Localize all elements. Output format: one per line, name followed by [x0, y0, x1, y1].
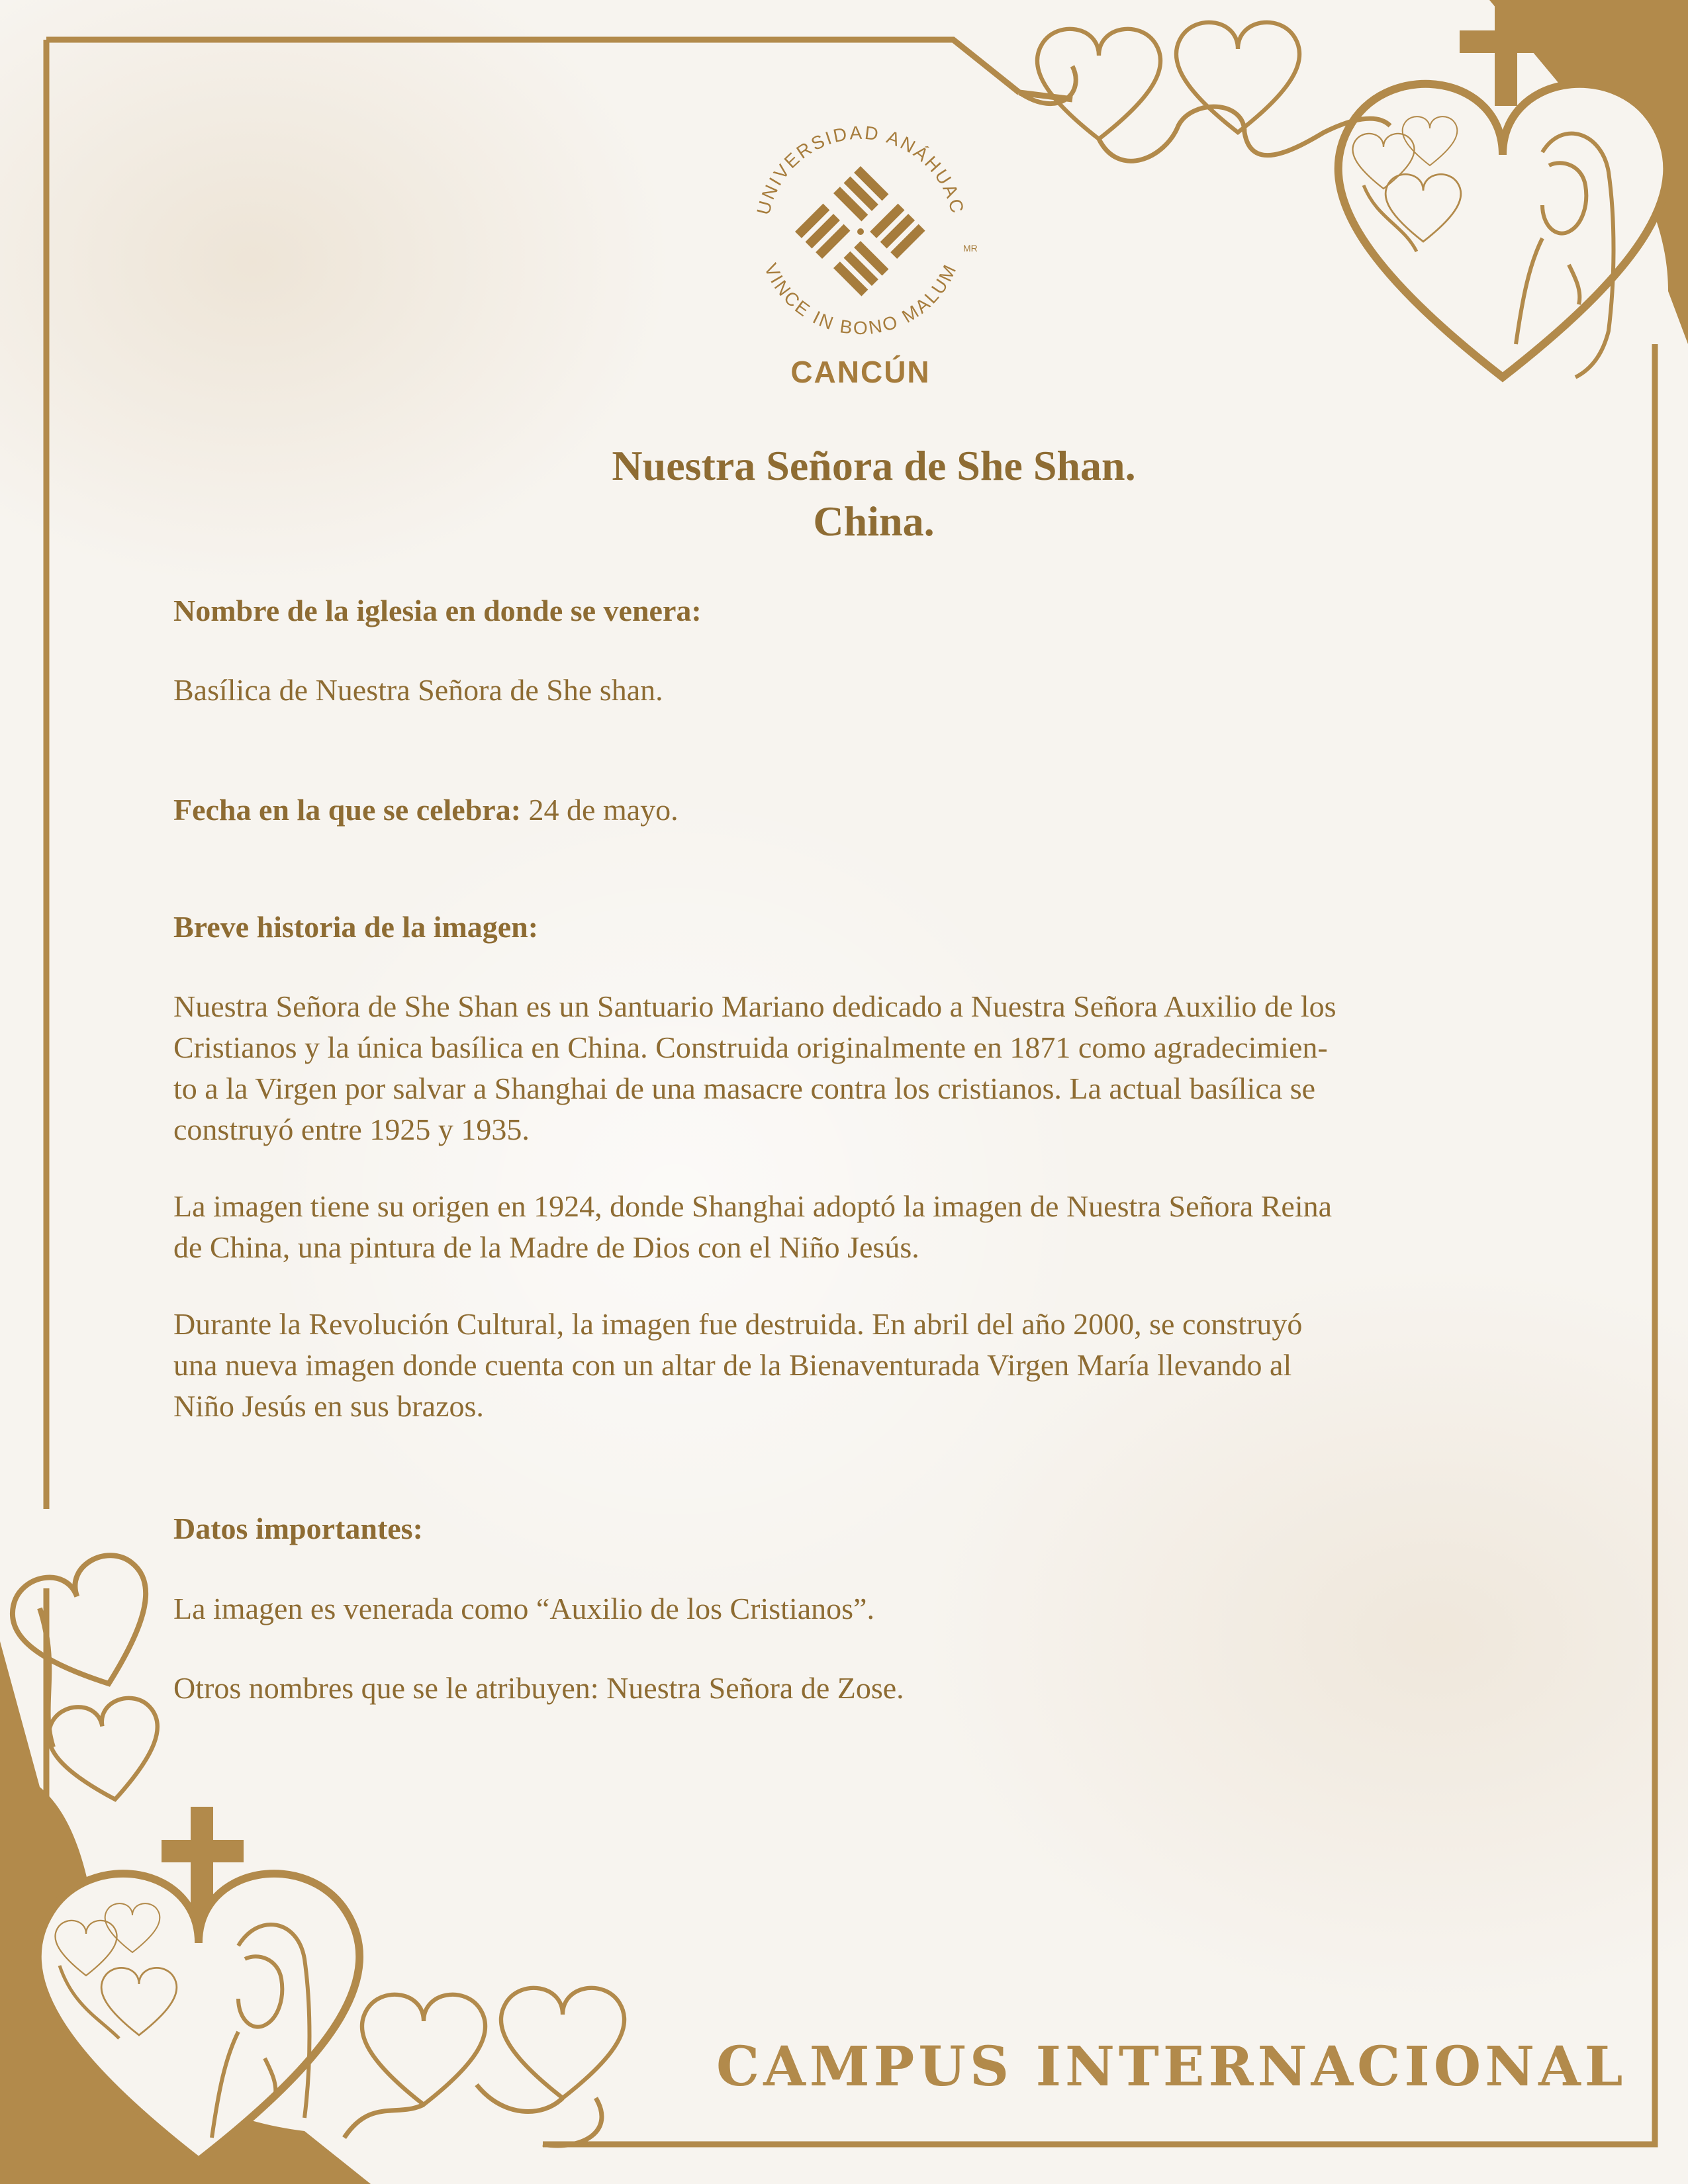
heading-historia: Breve historia de la imagen: [173, 910, 539, 944]
datos-paragraph-2: Otros nombres que se le atribuyen: Nuestra Señora de Zose. [173, 1671, 904, 1705]
heading-iglesia: Nombre de la iglesia en donde se venera: [173, 594, 702, 627]
historia-p1-line: construyó entre 1925 y 1935. [173, 1113, 530, 1146]
fecha-value: 24 de mayo. [521, 793, 679, 827]
logo-arc-bottom: VINCE IN BONO MALUM [760, 260, 961, 339]
fecha-label: Fecha en la que se celebra: [173, 793, 522, 827]
heading-datos: Datos importantes: [173, 1512, 423, 1545]
historia-p1-line: to a la Virgen por salvar a Shanghai de una masacre contra los cristianos. La actual basílica se [173, 1071, 1316, 1105]
historia-p3-line: Niño Jesús en sus brazos. [173, 1389, 484, 1423]
historia-p1-line: Nuestra Señora de She Shan es un Santuario Mariano dedicado a Nuestra Señora Auxilio de los [173, 989, 1336, 1023]
anahuac-seal-icon [728, 119, 993, 344]
historia-paragraph-2 [173, 1186, 1570, 1268]
historia-paragraph-3 [173, 1304, 1570, 1427]
heart-icon [501, 1988, 624, 2098]
fecha-line [173, 790, 1570, 831]
heart-icon [362, 1995, 485, 2105]
historia-p3-line: Durante la Revolución Cultural, la imagen fue destruida. En abril del año 2000, se construyó [173, 1307, 1303, 1341]
campus-footer: CAMPUS INTERNACIONAL [716, 2035, 1627, 2099]
page-title-line1: Nuestra Señora de She Shan. [612, 442, 1136, 489]
historia-p3-line: una nueva imagen donde cuenta con un altar de la Bienaventurada Virgen María llevando al [173, 1348, 1292, 1382]
heart-icon [1037, 29, 1160, 139]
university-logo [728, 119, 993, 410]
page-title-line2: China. [813, 498, 935, 545]
bottom-left-ornament [0, 1545, 624, 2184]
logo-mark: MR [963, 243, 978, 253]
historia-p1-line: Cristianos y la única basílica en China. Construida originalmente en 1871 como agradecimien- [173, 1030, 1328, 1064]
historia-paragraph-1 [173, 986, 1570, 1150]
top-right-ornament [1019, 0, 1688, 377]
logo-arc-top: UNIVERSIDAD ANÁHUAC [753, 122, 968, 217]
historia-p2-line: La imagen tiene su origen en 1924, donde Shanghai adoptó la imagen de Nuestra Señora Reina [173, 1189, 1333, 1223]
datos-paragraph-1: La imagen es venerada como “Auxilio de los Cristianos”. [173, 1592, 874, 1625]
text-iglesia: Basílica de Nuestra Señora de She shan. [173, 673, 663, 707]
heart-icon [1338, 84, 1667, 377]
historia-p2-line: de China, una pintura de la Madre de Dios con el Niño Jesús. [173, 1230, 919, 1264]
logo-place: CANCÚN [790, 355, 931, 389]
